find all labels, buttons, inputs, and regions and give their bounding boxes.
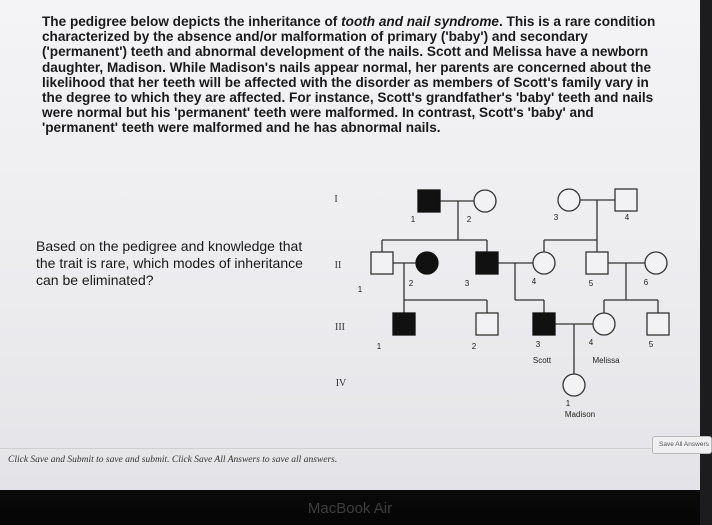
question-prompt: Based on the pedigree and knowledge that the trait is rare, which modes of inheritance can be eliminated? xyxy=(36,238,303,288)
gen-label-II: II xyxy=(334,260,342,271)
label-I3: 3 xyxy=(553,213,559,222)
laptop-bezel xyxy=(0,490,700,525)
individual-IV1-madison-unaffected-female xyxy=(563,374,585,396)
laptop-brand-label: MacBook Air xyxy=(307,500,393,517)
individual-I4-unaffected-male xyxy=(615,189,637,211)
label-II4: 4 xyxy=(531,277,537,286)
name-madison: Madison xyxy=(564,410,596,419)
gen-label-III: III xyxy=(335,322,345,333)
gen-label-IV: IV xyxy=(335,378,347,389)
individual-I1-affected-male xyxy=(418,190,440,212)
label-II5: 5 xyxy=(588,279,594,288)
label-III2: 2 xyxy=(471,342,477,351)
footer-instructions: Click Save and Submit to save and submit. Click Save All Answers to save all answers. xyxy=(8,455,338,465)
question-text: The pedigree below depicts the inheritance of tooth and nail syndrome. This is a rare condition characterized by the absence and/or malformation of primary ('baby') and secondary ('permanent') teeth and abnormal development of the nails. Scott and Melissa have a newborn daughter, Madison. While Madison's nails appear normal, her parents are concerned about the likelihood that her teeth will be affected with the disorder as members of Scott's family vary in the degree to which they are affected. For instance, Scott's grandfather's 'baby' teeth and nails were normal but his 'permanent' teeth were malformed. In contrast, Scott's 'baby' and 'permanent' teeth were malformed and he has abnormal nails. xyxy=(42,14,656,136)
name-melissa: Melissa xyxy=(592,356,620,365)
label-I4: 4 xyxy=(624,213,630,222)
individual-II2-affected-female xyxy=(416,252,438,274)
individual-I3-unaffected-female xyxy=(558,189,580,211)
label-II6: 6 xyxy=(643,278,649,287)
label-III4: 4 xyxy=(588,338,594,347)
label-II3: 3 xyxy=(464,279,470,288)
individual-II5-unaffected-male xyxy=(586,252,608,274)
footer-divider xyxy=(0,448,700,449)
individual-II1-unaffected-male xyxy=(371,252,393,274)
gen-label-I: I xyxy=(334,194,338,205)
label-III1: 1 xyxy=(376,342,382,351)
individual-II4-unaffected-female xyxy=(533,252,555,274)
individual-II6-unaffected-female xyxy=(645,252,667,274)
label-II2: 2 xyxy=(408,279,414,288)
label-I1: 1 xyxy=(410,215,416,224)
label-II1: 1 xyxy=(357,285,363,294)
label-IV1: 1 xyxy=(565,399,571,408)
name-scott: Scott xyxy=(532,356,552,365)
label-III3: 3 xyxy=(535,340,541,349)
label-I2: 2 xyxy=(466,215,472,224)
individual-II3-affected-male xyxy=(476,252,498,274)
individual-I2-unaffected-female xyxy=(474,190,496,212)
individual-III2-unaffected-male xyxy=(476,313,498,335)
individual-III4-melissa-unaffected-female xyxy=(593,313,615,335)
syndrome-name: tooth and nail syndrome xyxy=(341,14,499,29)
individual-III1-affected-male xyxy=(393,313,415,335)
individual-III5-unaffected-male xyxy=(647,313,669,335)
label-III5: 5 xyxy=(648,340,654,349)
save-all-answers-button[interactable]: Save All Answers xyxy=(652,436,712,454)
individual-III3-scott-affected-male xyxy=(533,313,555,335)
